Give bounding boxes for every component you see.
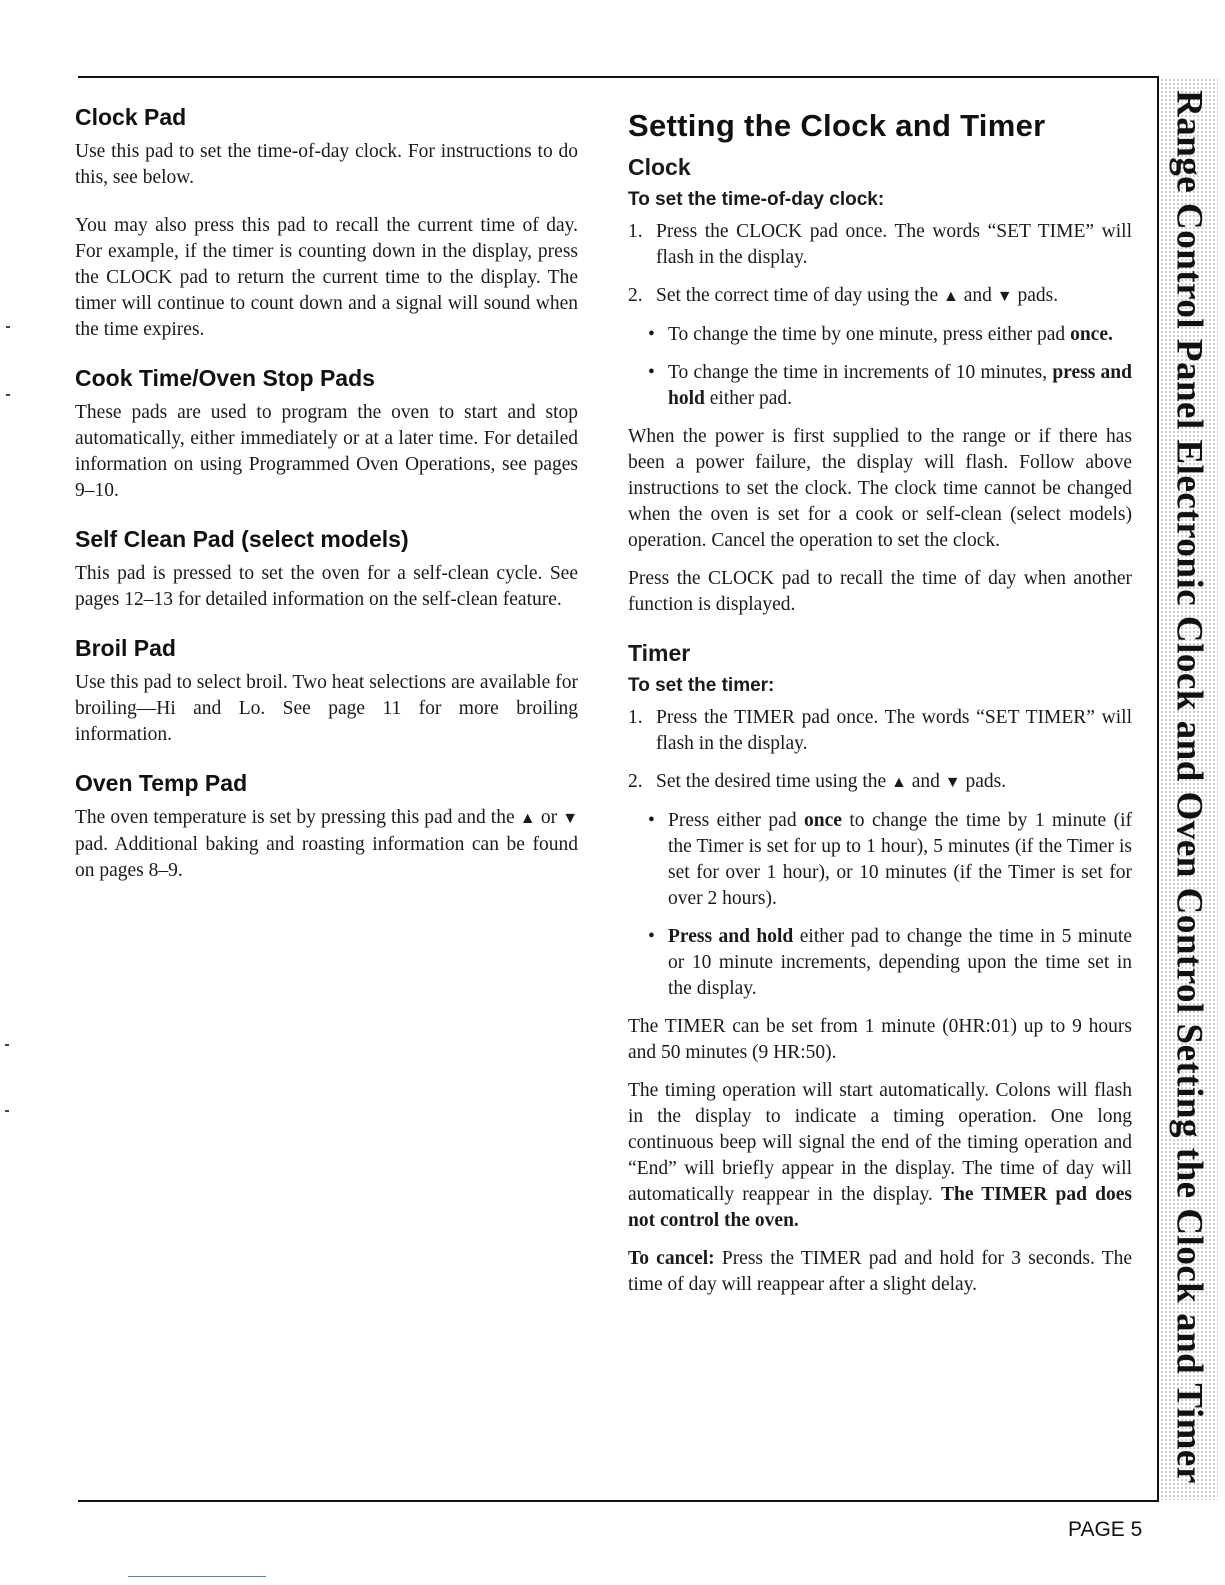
down-arrow-icon: ▼ [996, 288, 1013, 305]
oven-temp-p1 [75, 805, 578, 884]
broil-p1: Use this pad to select broil. Two heat selections are available for broiling—Hi and Lo. See page 11 for more broiling information. [75, 672, 578, 745]
scan-mark [6, 394, 10, 396]
step-number: 1. [628, 221, 643, 242]
clock-pad-p2: You may also press this pad to recall the current time of day. For example, if the timer is counting down in the display, press the CLOCK pad to return the current time to the display. The timer will continue to count down and a signal will sound when the time expires. [75, 215, 578, 340]
broil-heading: Broil Pad [75, 635, 176, 661]
scan-underline [128, 1576, 266, 1577]
right-column [628, 104, 1132, 1310]
down-arrow-icon: ▼ [944, 774, 961, 791]
step-number: 1. [628, 707, 643, 728]
up-arrow-icon: ▲ [943, 288, 959, 305]
clock-pad-heading: Clock Pad [75, 104, 187, 130]
up-arrow-icon: ▲ [891, 774, 907, 791]
page-title: Setting the Clock and Timer [628, 108, 1046, 143]
step-text: Press the CLOCK pad once. The words “SET TIME” will flash in the display. [656, 221, 1132, 268]
right-rule [1157, 76, 1159, 1502]
scan-mark [5, 1110, 9, 1112]
bullet-icon: • [648, 324, 655, 345]
timer-subheading: To set the timer: [628, 675, 775, 696]
side-tab-text: Range Control Panel Electronic Clock and Oven Control Setting the Clock and Timer [1168, 90, 1210, 1484]
clock-subheading: To set the time-of-day clock: [628, 189, 885, 210]
oven-temp-or: or [540, 807, 558, 828]
cook-time-heading: Cook Time/Oven Stop Pads [75, 365, 375, 391]
scan-mark [6, 326, 10, 328]
step-number: 2. [628, 285, 643, 306]
up-arrow-icon: ▲ [519, 810, 536, 827]
timer-p3: To cancel: Press the TIMER pad and hold for 3 seconds. The time of day will reappear after a slight delay. [628, 1248, 1132, 1295]
clock-bullet-1: • To change the time by one minute, press either pad once. [648, 322, 1132, 348]
clock-pad-p1: Use this pad to set the time-of-day clock. For instructions to do this, see below. [75, 141, 578, 188]
timer-p2: The timing operation will start automatically. Colons will flash in the display to indicate a timing operation. One long continuous beep will signal the end of the timing operation and “End” will briefly appear in the display. The time of day will automatically reappear in the display. The TIMER pad does not control the oven. [628, 1080, 1132, 1231]
down-arrow-icon: ▼ [562, 810, 579, 827]
timer-bullet-1: • Press either pad once to change the time by 1 minute (if the Timer is set for up to 1 hour), 5 minutes (if the Timer is set for over 1 hour), or 10 minutes (if the Timer is set for over 2 hours). [648, 808, 1132, 912]
timer-heading: Timer [628, 640, 691, 666]
step-text: Press the TIMER pad once. The words “SET TIMER” will flash in the display. [656, 707, 1132, 754]
scan-mark [5, 1044, 9, 1046]
bottom-rule [78, 1500, 1158, 1502]
cook-time-p1: These pads are used to program the oven to start and stop automatically, either immediately or at a later time. For detailed information on using Programmed Oven Operations, see pages 9–10. [75, 402, 578, 501]
timer-step-1 [628, 705, 1132, 757]
bullet-icon: • [648, 926, 655, 947]
oven-temp-heading: Oven Temp Pad [75, 770, 248, 796]
step-text: Set the correct time of day using the ▲ and ▼ pads. [656, 285, 1059, 306]
clock-step-2 [628, 283, 1132, 310]
timer-bullet-2: • Press and hold either pad to change the time in 5 minute or 10 minute increments, depending upon the time set in the display. [648, 924, 1132, 1002]
step-text: Set the desired time using the ▲ and ▼ pads. [656, 771, 1007, 792]
oven-temp-text-a: The oven temperature is set by pressing this pad and the [75, 807, 515, 828]
bullet-icon: • [648, 362, 655, 383]
timer-p1: The TIMER can be set from 1 minute (0HR:01) up to 9 hours and 50 minutes (9 HR:50). [628, 1016, 1132, 1063]
self-clean-heading: Self Clean Pad (select models) [75, 526, 409, 552]
timer-step-2 [628, 769, 1132, 796]
bullet-icon: • [648, 810, 655, 831]
oven-temp-text-b: pad. Additional baking and roasting information can be found on pages 8–9. [75, 834, 578, 881]
clock-bullet-2: • To change the time in increments of 10 minutes, press and hold either pad. [648, 360, 1132, 412]
step-number: 2. [628, 771, 643, 792]
self-clean-p1: This pad is pressed to set the oven for a self-clean cycle. See pages 12–13 for detailed information on the self-clean feature. [75, 563, 578, 610]
top-rule [78, 76, 1158, 78]
clock-p2: Press the CLOCK pad to recall the time of day when another function is displayed. [628, 568, 1132, 615]
left-column [75, 104, 578, 906]
clock-heading: Clock [628, 154, 691, 180]
clock-step-1 [628, 219, 1132, 271]
clock-p1: When the power is first supplied to the range or if there has been a power failure, the display will flash. Follow above instructions to set the clock. The clock time cannot be changed when the oven is set for a cook or self-clean (select models) operation. Cancel the operation to set the clock. [628, 426, 1132, 551]
page-number: PAGE 5 [1068, 1518, 1143, 1541]
